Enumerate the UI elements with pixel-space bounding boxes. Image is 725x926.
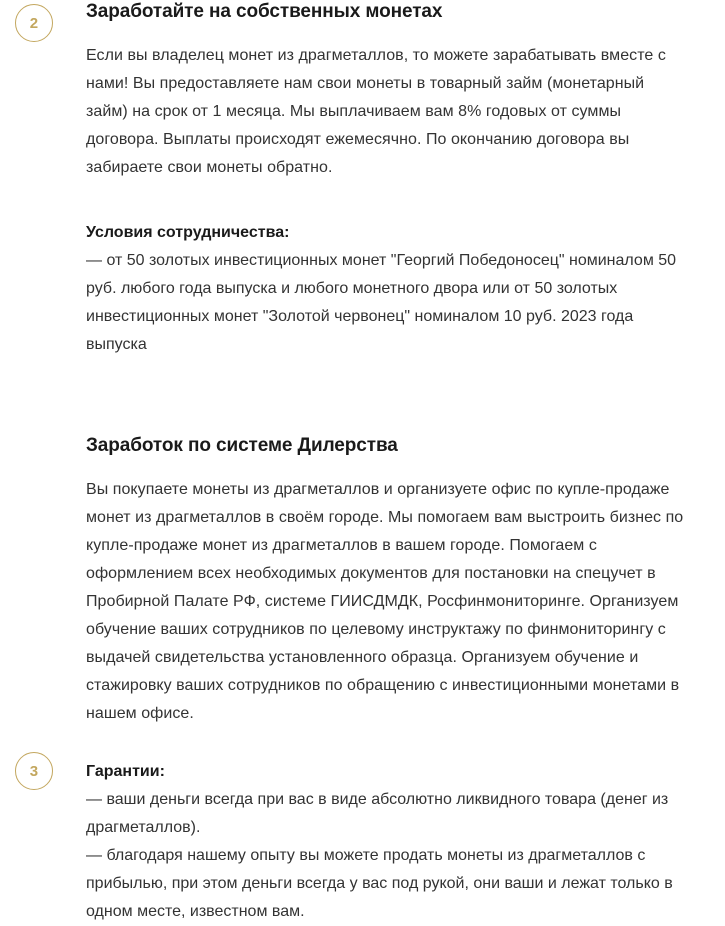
terms-list-2 <box>86 247 690 359</box>
list-item: — ваши деньги всегда при вас в виде абсолютно ликвидного товара (денег из драгметаллов). <box>86 791 669 836</box>
guarantees-block-3 <box>86 758 690 926</box>
step-badge-number: 3 <box>29 762 39 780</box>
step-badge-number: 2 <box>29 14 39 32</box>
terms-block-2 <box>86 219 690 359</box>
list-item: — от 50 золотых инвестиционных монет "Георгий Победоносец" номиналом 50 руб. любого года выпуска и любого монетного двора или от 50 золотых инвестиционных монет "Золотой червонец" номиналом 10 руб. 2023 года выпуска <box>86 252 677 353</box>
benefit-section-3 <box>0 359 725 926</box>
guarantees-list-3 <box>86 786 690 926</box>
section-paragraph-3: Вы покупаете монеты из драгметаллов и организуете офис по купле-продаже монет из драгметаллов в своём городе. Мы помогаем вам выстроить бизнес по купле-продаже монет из драгметаллов в вашем городе. Помогаем с оформлением всех необходимых документов для постановки на спецучет в Пробирной Палате РФ, системе ГИИСДМДК, Росфинмониторинге. Организуем обучение ваших сотрудников по целевому инструктажу по финмониторингу с выдачей свидетельства установленного образца. Организуем обучение и стажировку ваших сотрудников по обращению с инвестиционными монетами в нашем офисе. <box>86 481 684 722</box>
list-item: — благодаря нашему опыту вы можете продать монеты из драгметаллов с прибылью, при этом деньги всегда у вас под рукой, они ваши и лежат только в одном месте, известном вам. <box>86 847 673 920</box>
section-paragraph-2: Если вы владелец монет из драгметаллов, то можете зарабатывать вместе с нами! Вы предоставляете нам свои монеты в товарный займ (монетарный займ) на срок от 1 месяца. Мы выплачиваем вам 8% годовых от суммы договора. Выплаты происходят ежемесячно. По окончанию договора вы забираете свои монеты обратно. <box>86 47 666 176</box>
sub-heading-terms: Условия сотрудничества: <box>86 224 290 241</box>
step-badge-3 <box>15 752 53 790</box>
section-heading-3: Заработок по системе Дилерства <box>86 435 398 456</box>
step-badge-2 <box>15 4 53 42</box>
benefit-section-2 <box>0 0 725 359</box>
section-heading-2: Заработайте на собственных монетах <box>86 1 443 22</box>
sub-heading-guarantees: Гарантии: <box>86 763 165 780</box>
